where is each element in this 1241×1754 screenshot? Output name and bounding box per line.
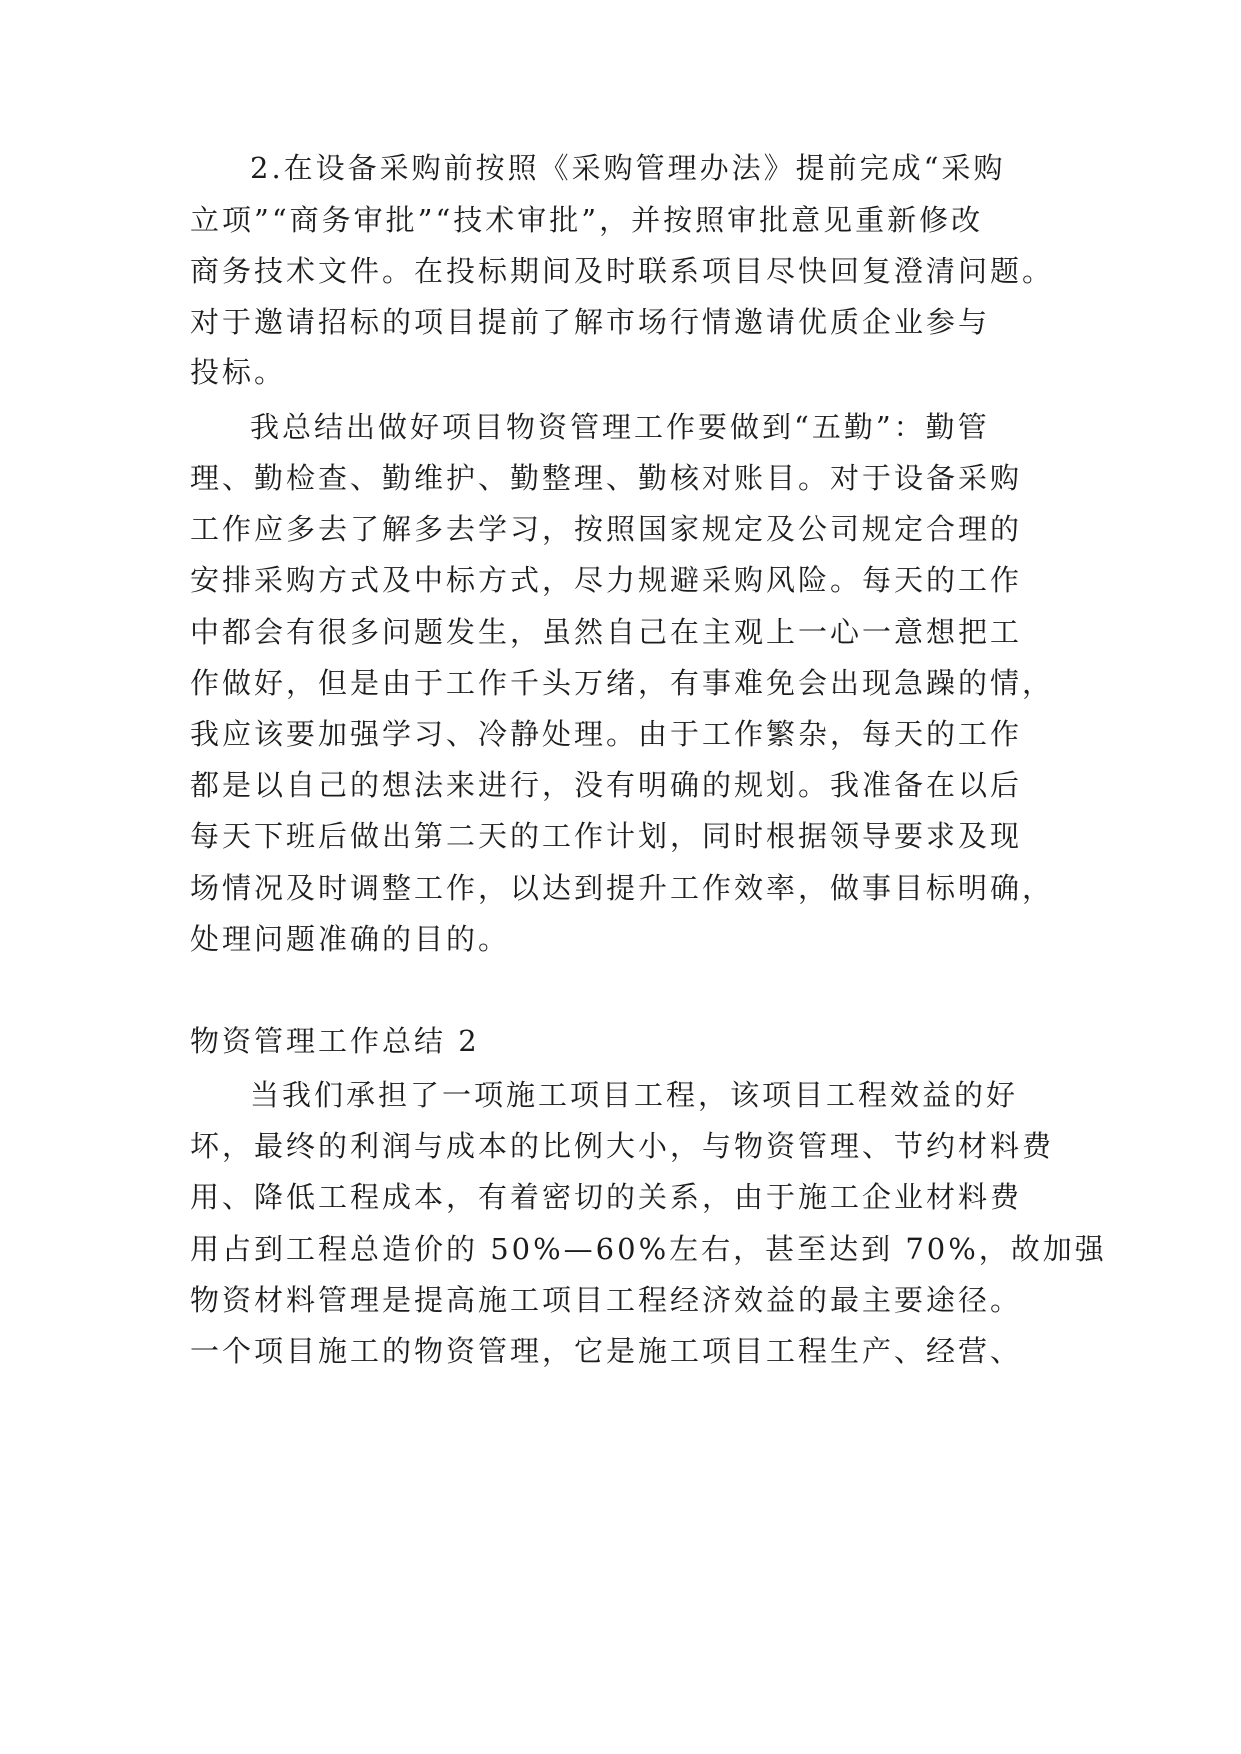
paragraph-1-line-1: 2.在设备采购前按照《采购管理办法》提前完成“采购 bbox=[250, 151, 1006, 185]
paragraph-3-line-2: 坏，最终的利润与成本的比例大小，与物资管理、节约材料费 bbox=[190, 1129, 1055, 1163]
paragraph-1-line-5: 投标。 bbox=[190, 355, 287, 389]
paragraph-2-line-5: 中都会有很多问题发生，虽然自己在主观上一心一意想把工 bbox=[190, 615, 1023, 649]
paragraph-2-line-2: 理、勤检查、勤维护、勤整理、勤核对账目。对于设备采购 bbox=[190, 461, 1023, 495]
paragraph-1-line-3: 商务技术文件。在投标期间及时联系项目尽快回复澄清问题。 bbox=[190, 254, 1055, 288]
paragraph-2-line-9: 每天下班后做出第二天的工作计划，同时根据领导要求及现 bbox=[190, 819, 1023, 853]
paragraph-2-line-11: 处理问题准确的目的。 bbox=[190, 922, 511, 956]
paragraph-2-line-10: 场情况及时调整工作，以达到提升工作效率，做事目标明确， bbox=[190, 871, 1055, 905]
paragraph-3-line-4: 用占到工程总造价的 50%—60%左右，甚至达到 70%，故加强 bbox=[190, 1232, 1107, 1266]
section-heading: 物资管理工作总结 2 bbox=[190, 1024, 480, 1058]
paragraph-3-line-3: 用、降低工程成本，有着密切的关系，由于施工企业材料费 bbox=[190, 1180, 1023, 1214]
paragraph-1-line-2: 立项”“商务审批”“技术审批”，并按照审批意见重新修改 bbox=[190, 203, 984, 237]
paragraph-2-line-4: 安排采购方式及中标方式，尽力规避采购风险。每天的工作 bbox=[190, 563, 1023, 597]
paragraph-2-line-7: 我应该要加强学习、冷静处理。由于工作繁杂，每天的工作 bbox=[190, 717, 1023, 751]
paragraph-2-line-1: 我总结出做好项目物资管理工作要做到“五勤”：勤管 bbox=[250, 410, 990, 444]
paragraph-1-line-4: 对于邀请招标的项目提前了解市场行情邀请优质企业参与 bbox=[190, 305, 991, 339]
paragraph-3-line-5: 物资材料管理是提高施工项目工程经济效益的最主要途径。 bbox=[190, 1283, 1023, 1317]
paragraph-2-line-8: 都是以自己的想法来进行，没有明确的规划。我准备在以后 bbox=[190, 768, 1023, 802]
paragraph-3-line-1: 当我们承担了一项施工项目工程，该项目工程效益的好 bbox=[250, 1078, 1019, 1112]
paragraph-2-line-6: 作做好，但是由于工作千头万绪，有事难免会出现急躁的情， bbox=[190, 666, 1055, 700]
paragraph-2-line-3: 工作应多去了解多去学习，按照国家规定及公司规定合理的 bbox=[190, 512, 1023, 546]
paragraph-3-line-6: 一个项目施工的物资管理，它是施工项目工程生产、经营、 bbox=[190, 1334, 1023, 1368]
